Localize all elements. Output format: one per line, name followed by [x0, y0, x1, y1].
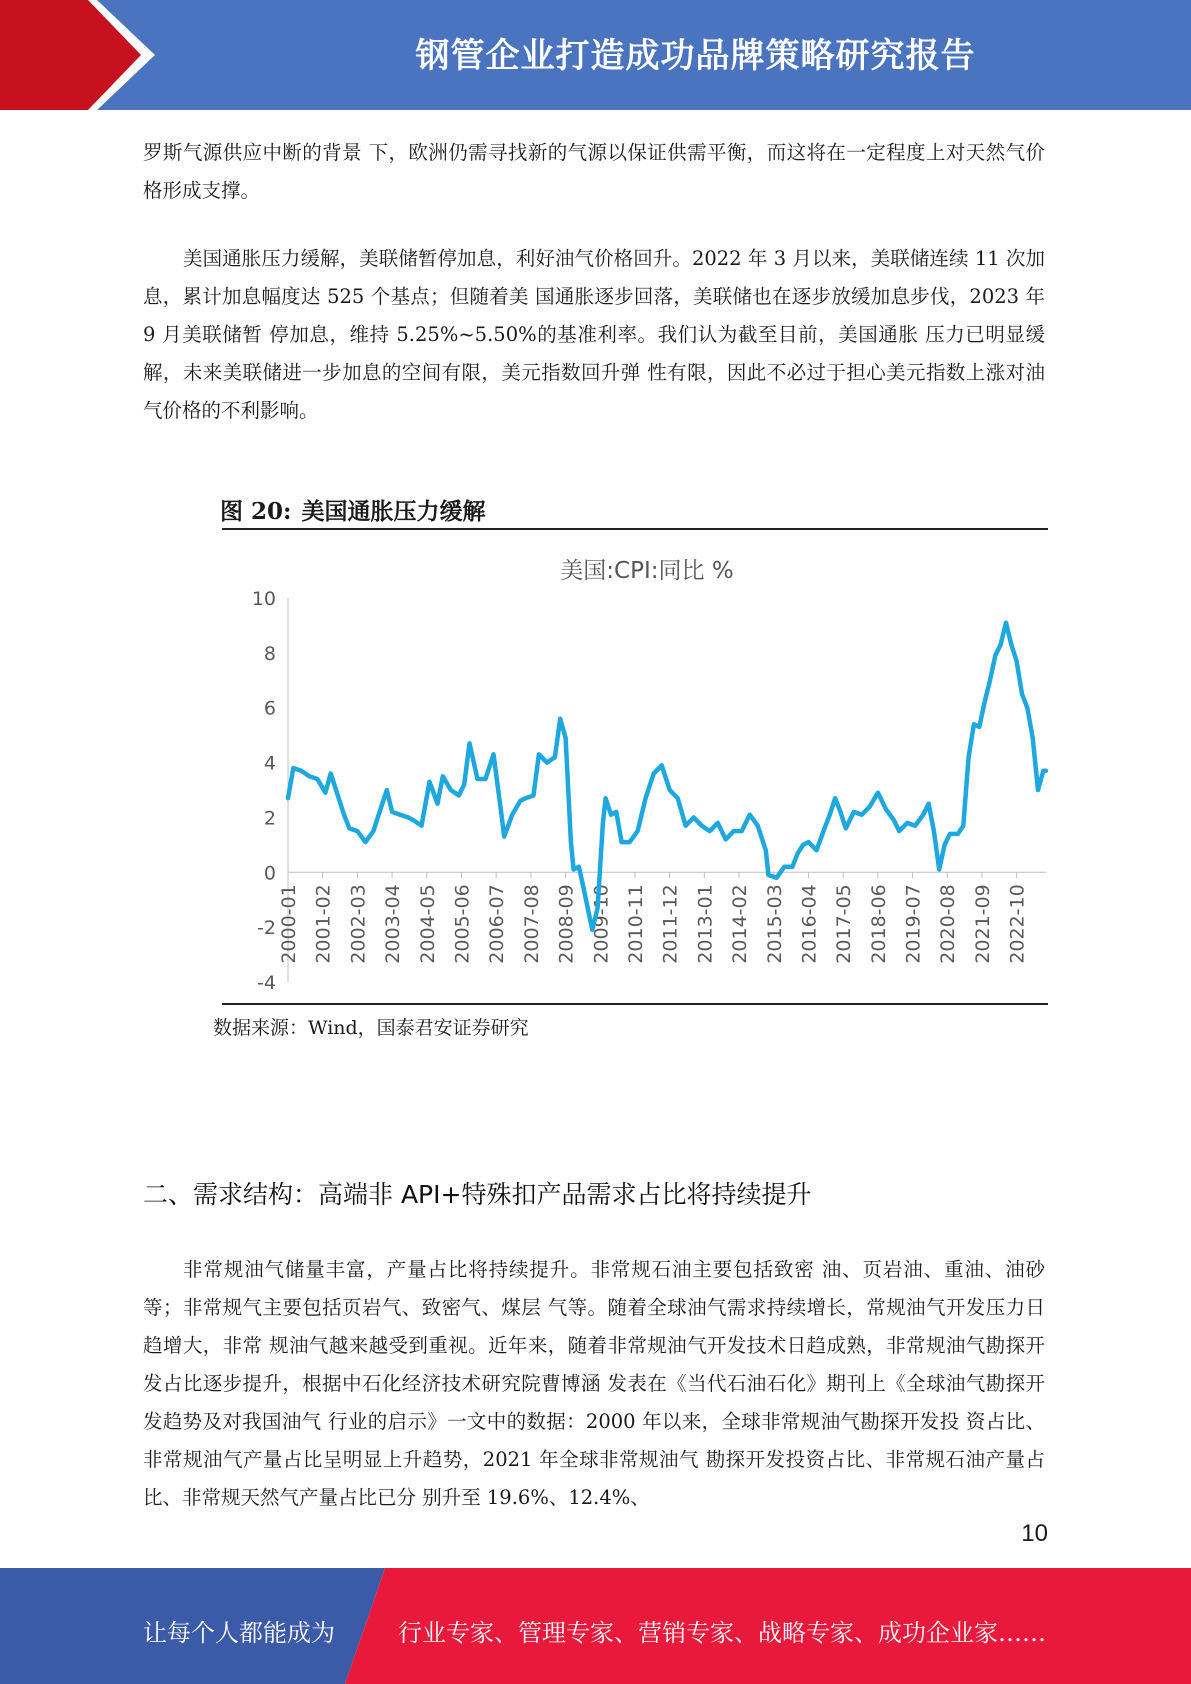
- x-tick-label: 2002-03: [347, 884, 370, 964]
- x-tick-label: 2010-11: [624, 884, 647, 964]
- x-tick-label: 2014-02: [729, 884, 752, 964]
- x-tick-label: 2016-04: [798, 884, 821, 964]
- x-tick-label: 2008-09: [555, 884, 578, 964]
- paragraph-2: 美国通胀压力缓解，美联储暂停加息，利好油气价格回升。2022 年 3 月以来，美联储连续 11 次加息，累计加息幅度达 525 个基点；但随着美 国通胀逐步回落，美联储也在逐步放缓加息步伐，2023 年 9 月美联储暂 停加息，维持 5.25%~5.50%的基准利率。我们认为截至目前，美国通胀 压力已明显缓解，未来美联储进一步加息的空间有限，美元指数回升弹 性有限，因此不必过于担心美元指数上涨对油气价格的不利影响。: [143, 247, 1045, 422]
- header-arrow-decoration: [0, 0, 220, 110]
- figure-bottom-rule: [222, 1003, 1048, 1005]
- x-tick-label: 2020-08: [937, 884, 960, 964]
- figure-source: 数据来源：Wind，国泰君安证券研究: [213, 1017, 529, 1039]
- x-tick-label: 2004-05: [416, 884, 439, 964]
- series-group: [288, 623, 1046, 930]
- page-header: [0, 0, 1191, 110]
- x-tick-label: 2009-10: [590, 884, 613, 964]
- cpi-line-chart: [222, 540, 1048, 1000]
- x-tick-label: 2017-05: [833, 884, 856, 964]
- section-heading: 二、需求结构：高端非 API+特殊扣产品需求占比将持续提升: [143, 1180, 812, 1209]
- figure-caption: 美国通胀压力缓解: [301, 498, 486, 525]
- page-footer: [0, 1568, 1191, 1684]
- footer-slogan-left: 让每个人都能成为: [143, 1619, 335, 1647]
- x-tick-label: 2019-07: [902, 884, 925, 964]
- x-tick-label: 2013-01: [694, 884, 717, 964]
- x-tick-label: 2000-01: [278, 884, 300, 964]
- figure-top-rule: [222, 528, 1048, 530]
- x-tick-label: 2006-07: [486, 884, 509, 964]
- x-tick-label: 2022-10: [1006, 884, 1029, 964]
- x-tick-label: 2015-03: [763, 884, 786, 964]
- page-number: 10: [1021, 1520, 1048, 1547]
- chart-title: 美国:CPI:同比 %: [560, 558, 734, 584]
- y-tick-label: 4: [263, 752, 276, 775]
- cpi-series-line: [288, 623, 1046, 930]
- x-tick-label: 2003-04: [382, 884, 405, 964]
- x-tick-label: 2018-06: [867, 884, 890, 964]
- header-title: 钢管企业打造成功品牌策略研究报告: [415, 36, 976, 76]
- x-tick-label: 2005-06: [451, 884, 474, 964]
- footer-slogan-right: 行业专家、管理专家、营销专家、战略专家、成功企业家……: [398, 1619, 1046, 1647]
- figure-label: 图 20:: [220, 498, 292, 525]
- y-tick-label: -2: [257, 917, 276, 940]
- figure-title: [220, 493, 486, 526]
- x-tick-label: 2011-12: [659, 884, 682, 964]
- x-tick-label: 2007-08: [520, 884, 543, 964]
- x-axis: [278, 872, 1046, 963]
- paragraph-1: 罗斯气源供应中断的背景 下，欧洲仍需寻找新的气源以保证供需平衡，而这将在一定程度上对天然气价格形成支撑。: [143, 141, 1045, 202]
- x-tick-label: 2021-09: [971, 884, 994, 964]
- y-tick-label: 6: [263, 697, 276, 720]
- y-tick-label: 8: [263, 642, 276, 665]
- paragraph-3: 非常规油气储量丰富，产量占比将持续提升。非常规石油主要包括致密 油、页岩油、重油、油砂等；非常规气主要包括页岩气、致密气、煤层 气等。随着全球油气需求持续增长，常规油气开发压力日趋增大，非常 规油气越来越受到重视。近年来，随着非常规油气开发技术日趋成熟，非常规油气勘探开发占比逐步提升，根据中石化经济技术研究院曹博涵 发表在《当代石油石化》期刊上《全球油气勘探开发趋势及对我国油气 行业的启示》一文中的数据：2000 年以来，全球非常规油气勘探开发投 资占比、非常规油气产量占比呈明显上升趋势，2021 年全球非常规油气 勘探开发投资占比、非常规石油产量占比、非常规天然气产量占比已分 别升至 19.6%、12.4%、: [143, 1258, 1045, 1509]
- y-tick-label: -4: [257, 972, 276, 994]
- y-tick-label: 2: [263, 807, 276, 830]
- x-tick-label: 2001-02: [312, 884, 335, 964]
- y-tick-label: 0: [263, 862, 276, 885]
- y-tick-label: 10: [251, 588, 276, 610]
